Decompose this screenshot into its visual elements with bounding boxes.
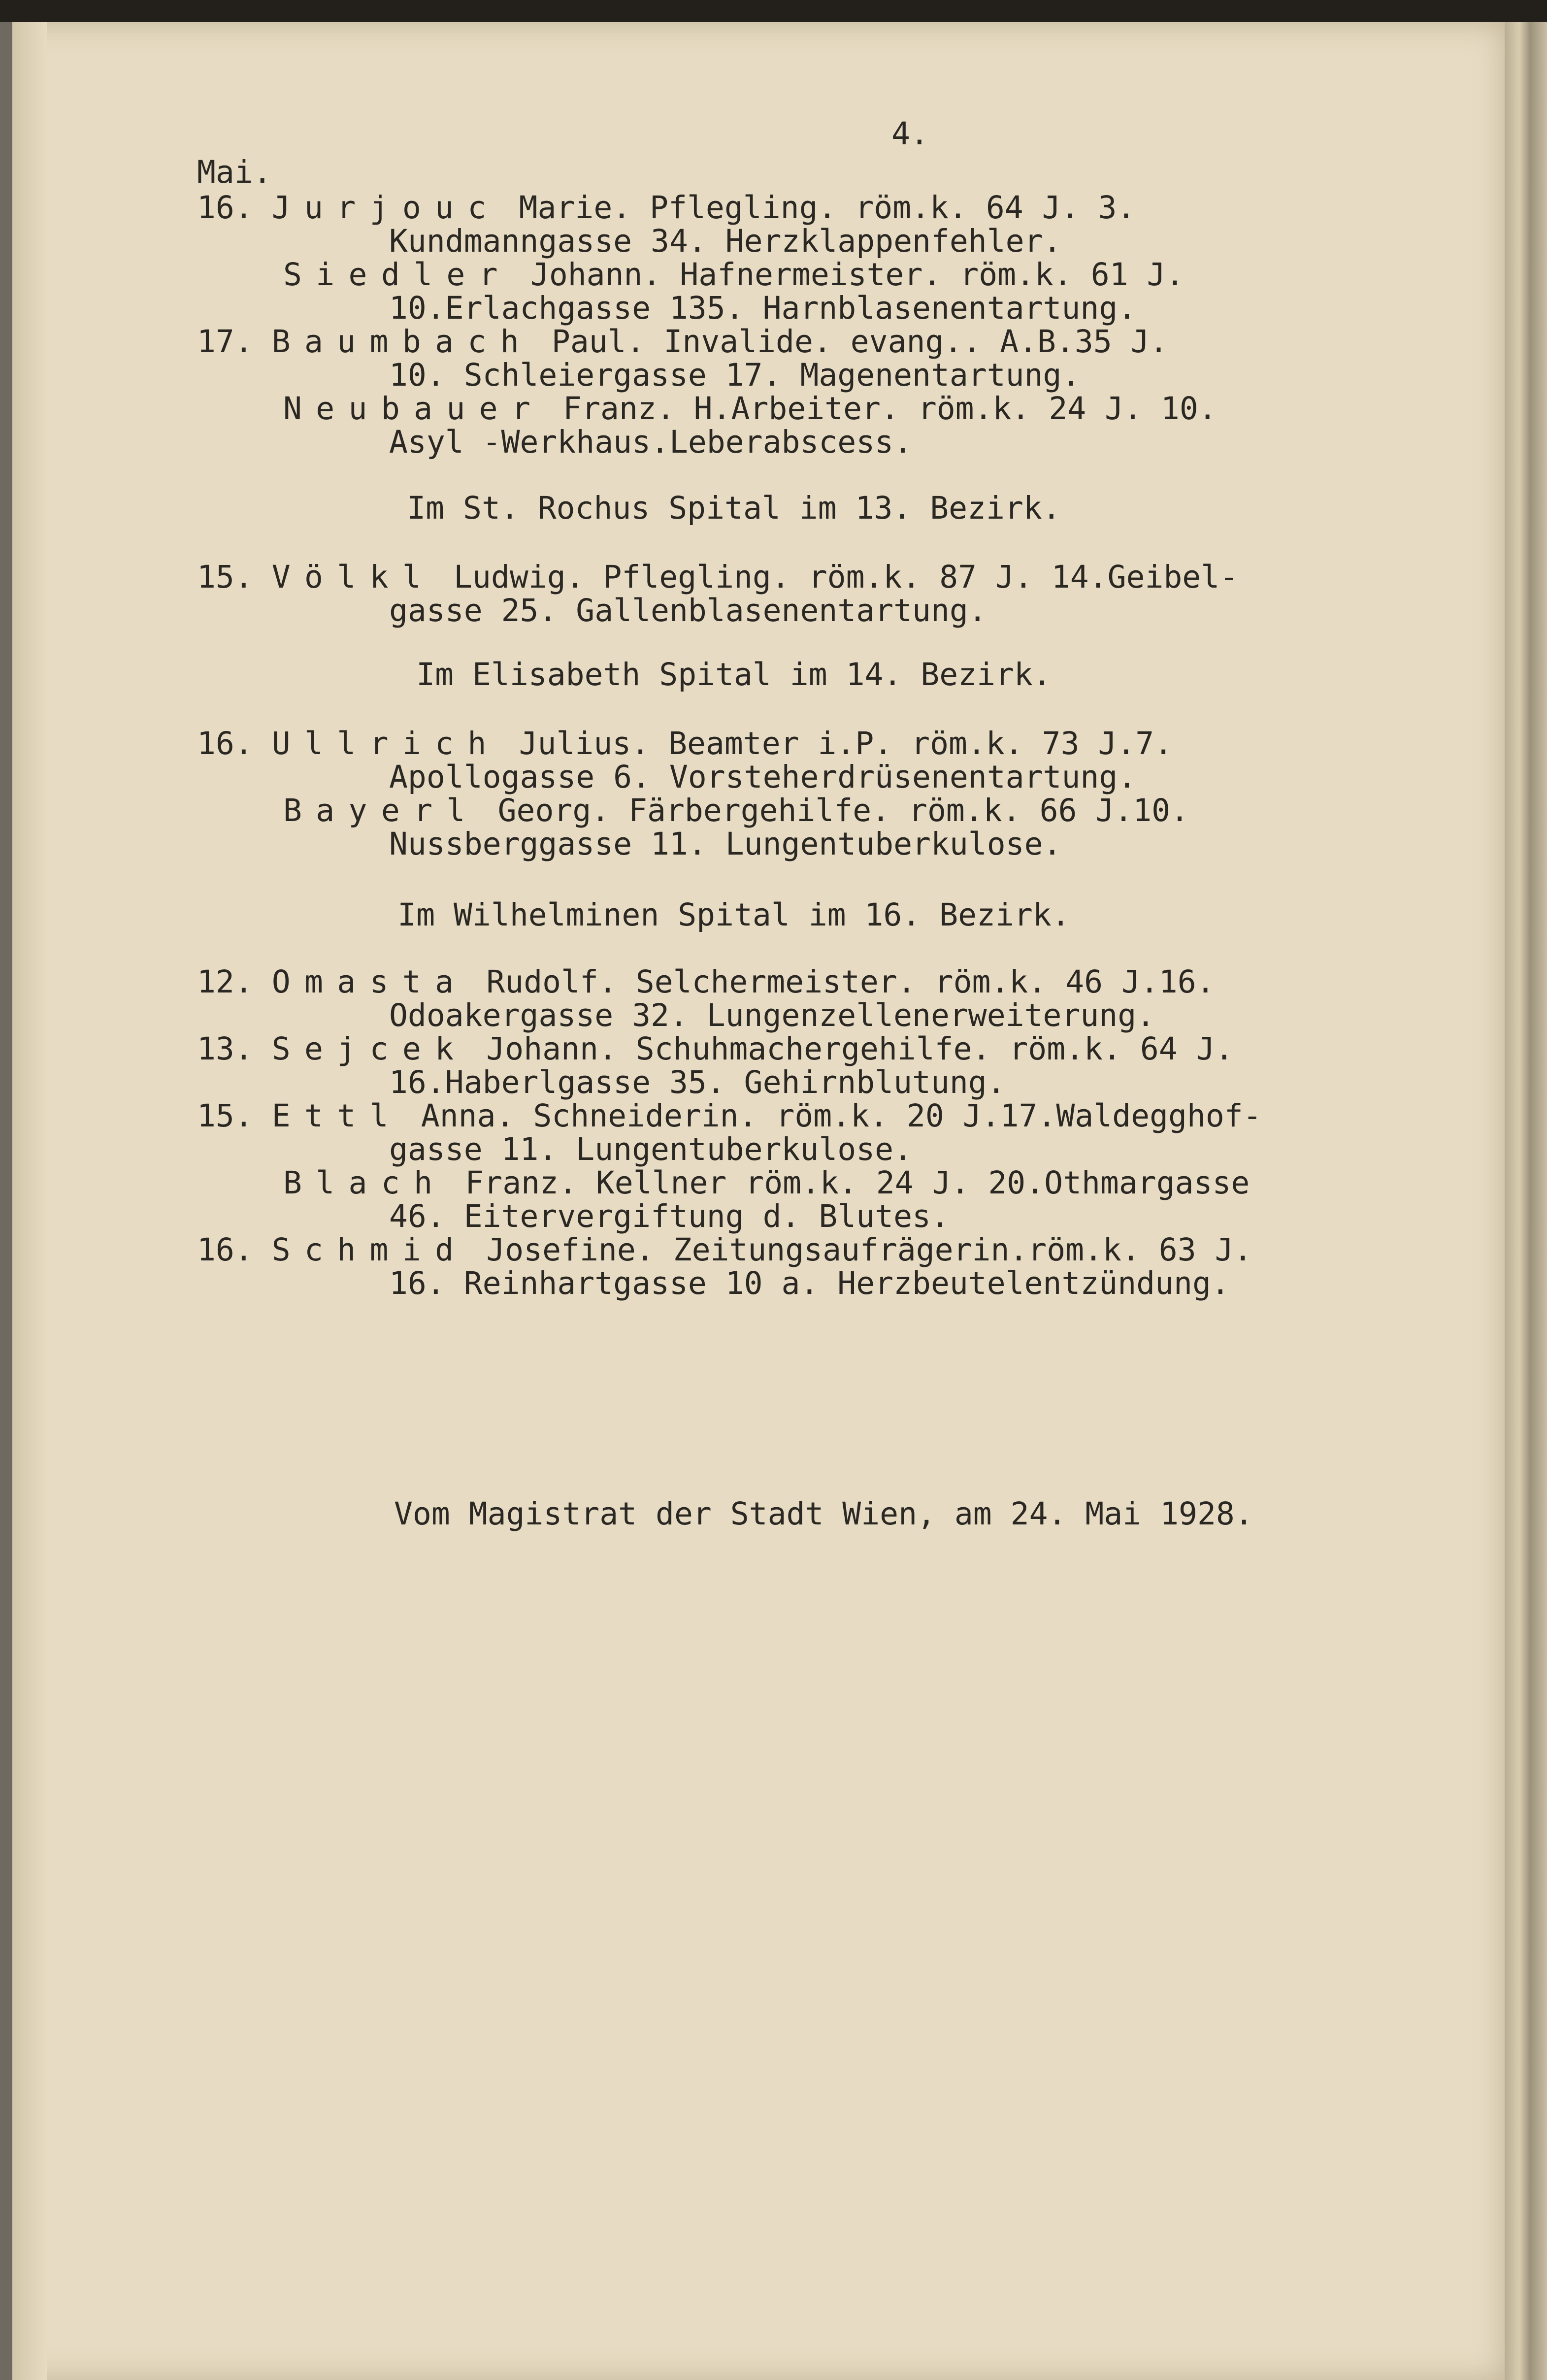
entry-details: Julius. Beamter i.P. röm.k. 73 J.7. <box>500 726 1173 761</box>
entry-surname: Sejcek <box>271 1031 468 1067</box>
entry-continuation: 16. Reinhartgasse 10 a. Herzbeutelentzündung. <box>389 1265 1230 1301</box>
entry-surname: Ettl <box>271 1098 402 1134</box>
entry-number: 16. <box>197 726 253 761</box>
section-heading-rochus: Im St. Rochus Spital im 13. Bezirk. <box>407 490 1061 526</box>
entry-surname: Völkl <box>271 559 435 595</box>
entry-line <box>197 1031 1234 1067</box>
entry-continuation: Nussberggasse 11. Lungentuberkulose. <box>389 826 1062 862</box>
entry-details: Georg. Färbergehilfe. röm.k. 66 J.10. <box>479 793 1189 828</box>
entry-surname: Jurjouc <box>271 190 500 226</box>
entry-details: Paul. Invalide. evang.. A.B.35 J. <box>532 324 1168 360</box>
entry-details: Marie. Pflegling. röm.k. 64 J. 3. <box>500 190 1136 226</box>
entry-number: 15. <box>197 1098 253 1134</box>
entry-number: 17. <box>197 324 253 360</box>
entry-surname: Neubauer <box>283 391 545 427</box>
page-number: 4. <box>891 116 929 152</box>
entry-line <box>283 257 1185 293</box>
entry-line <box>197 964 1215 1000</box>
entry-continuation: Odoakergasse 32. Lungenzellenerweiterung. <box>389 997 1155 1033</box>
entry-line <box>197 728 1173 759</box>
entry-details: Josefine. Zeitungsaufrägerin.röm.k. 63 J. <box>467 1232 1252 1268</box>
entry-number: 13. <box>197 1031 253 1067</box>
entry-surname: Blach <box>283 1165 447 1201</box>
entry-details: Ludwig. Pflegling. röm.k. 87 J. 14.Geibel- <box>435 559 1239 595</box>
entry-surname: Schmid <box>271 1232 468 1268</box>
entry-surname: Siedler <box>283 257 512 293</box>
entry-surname: Baumbach <box>271 324 533 360</box>
entry-continuation: 10. Schleiergasse 17. Magenentartung. <box>389 357 1081 393</box>
entry-continuation: 16.Haberlgasse 35. Gehirnblutung. <box>389 1064 1006 1100</box>
entry-continuation: Apollogasse 6. Vorsteherdrüsenentartung. <box>389 759 1137 795</box>
entry-line <box>283 391 1217 427</box>
entry-details: Rudolf. Selchermeister. röm.k. 46 J.16. <box>467 964 1215 1000</box>
entry-continuation: gasse 11. Lungentuberkulose. <box>389 1131 913 1167</box>
entry-line <box>197 324 1168 360</box>
entry-number: 12. <box>197 964 253 1000</box>
entry-line <box>283 795 1189 826</box>
entry-details: Johann. Hafnermeister. röm.k. 61 J. <box>511 257 1185 293</box>
entry-continuation: Asyl -Werkhaus.Leberabscess. <box>389 424 913 460</box>
entry-continuation: Kundmanngasse 34. Herzklappenfehler. <box>389 223 1062 259</box>
footer-signature-line: Vom Magistrat der Stadt Wien, am 24. Mai 1928. <box>394 1496 1253 1532</box>
entry-number: 16. <box>197 190 253 226</box>
entry-number: 15. <box>197 559 253 595</box>
entry-details: Anna. Schneiderin. röm.k. 20 J.17.Waldegghof- <box>402 1098 1262 1134</box>
month-label: Mai. <box>197 154 272 190</box>
entry-surname: Bayerl <box>283 793 479 828</box>
entry-continuation: gasse 25. Gallenblasenentartung. <box>389 593 987 628</box>
entry-line <box>197 190 1136 226</box>
entry-line <box>283 1165 1250 1201</box>
entry-line <box>197 1232 1252 1268</box>
entry-continuation: 46. Eitervergiftung d. Blutes. <box>389 1198 950 1234</box>
entry-details: Franz. Kellner röm.k. 24 J. 20.Othmargasse <box>446 1165 1250 1201</box>
entry-surname: Omasta <box>271 964 468 1000</box>
entry-surname: Ullrich <box>271 726 500 761</box>
section-heading-wilhelminen: Im Wilhelminen Spital im 16. Bezirk. <box>397 897 1070 933</box>
entry-details: Franz. H.Arbeiter. röm.k. 24 J. 10. <box>544 391 1217 427</box>
entry-continuation: 10.Erlachgasse 135. Harnblasenentartung. <box>389 290 1137 326</box>
section-heading-elisabeth: Im Elisabeth Spital im 14. Bezirk. <box>416 657 1052 693</box>
entry-number: 16. <box>197 1232 253 1268</box>
entry-line <box>197 559 1239 595</box>
entry-line <box>197 1098 1262 1134</box>
entry-details: Johann. Schuhmachergehilfe. röm.k. 64 J. <box>467 1031 1234 1067</box>
